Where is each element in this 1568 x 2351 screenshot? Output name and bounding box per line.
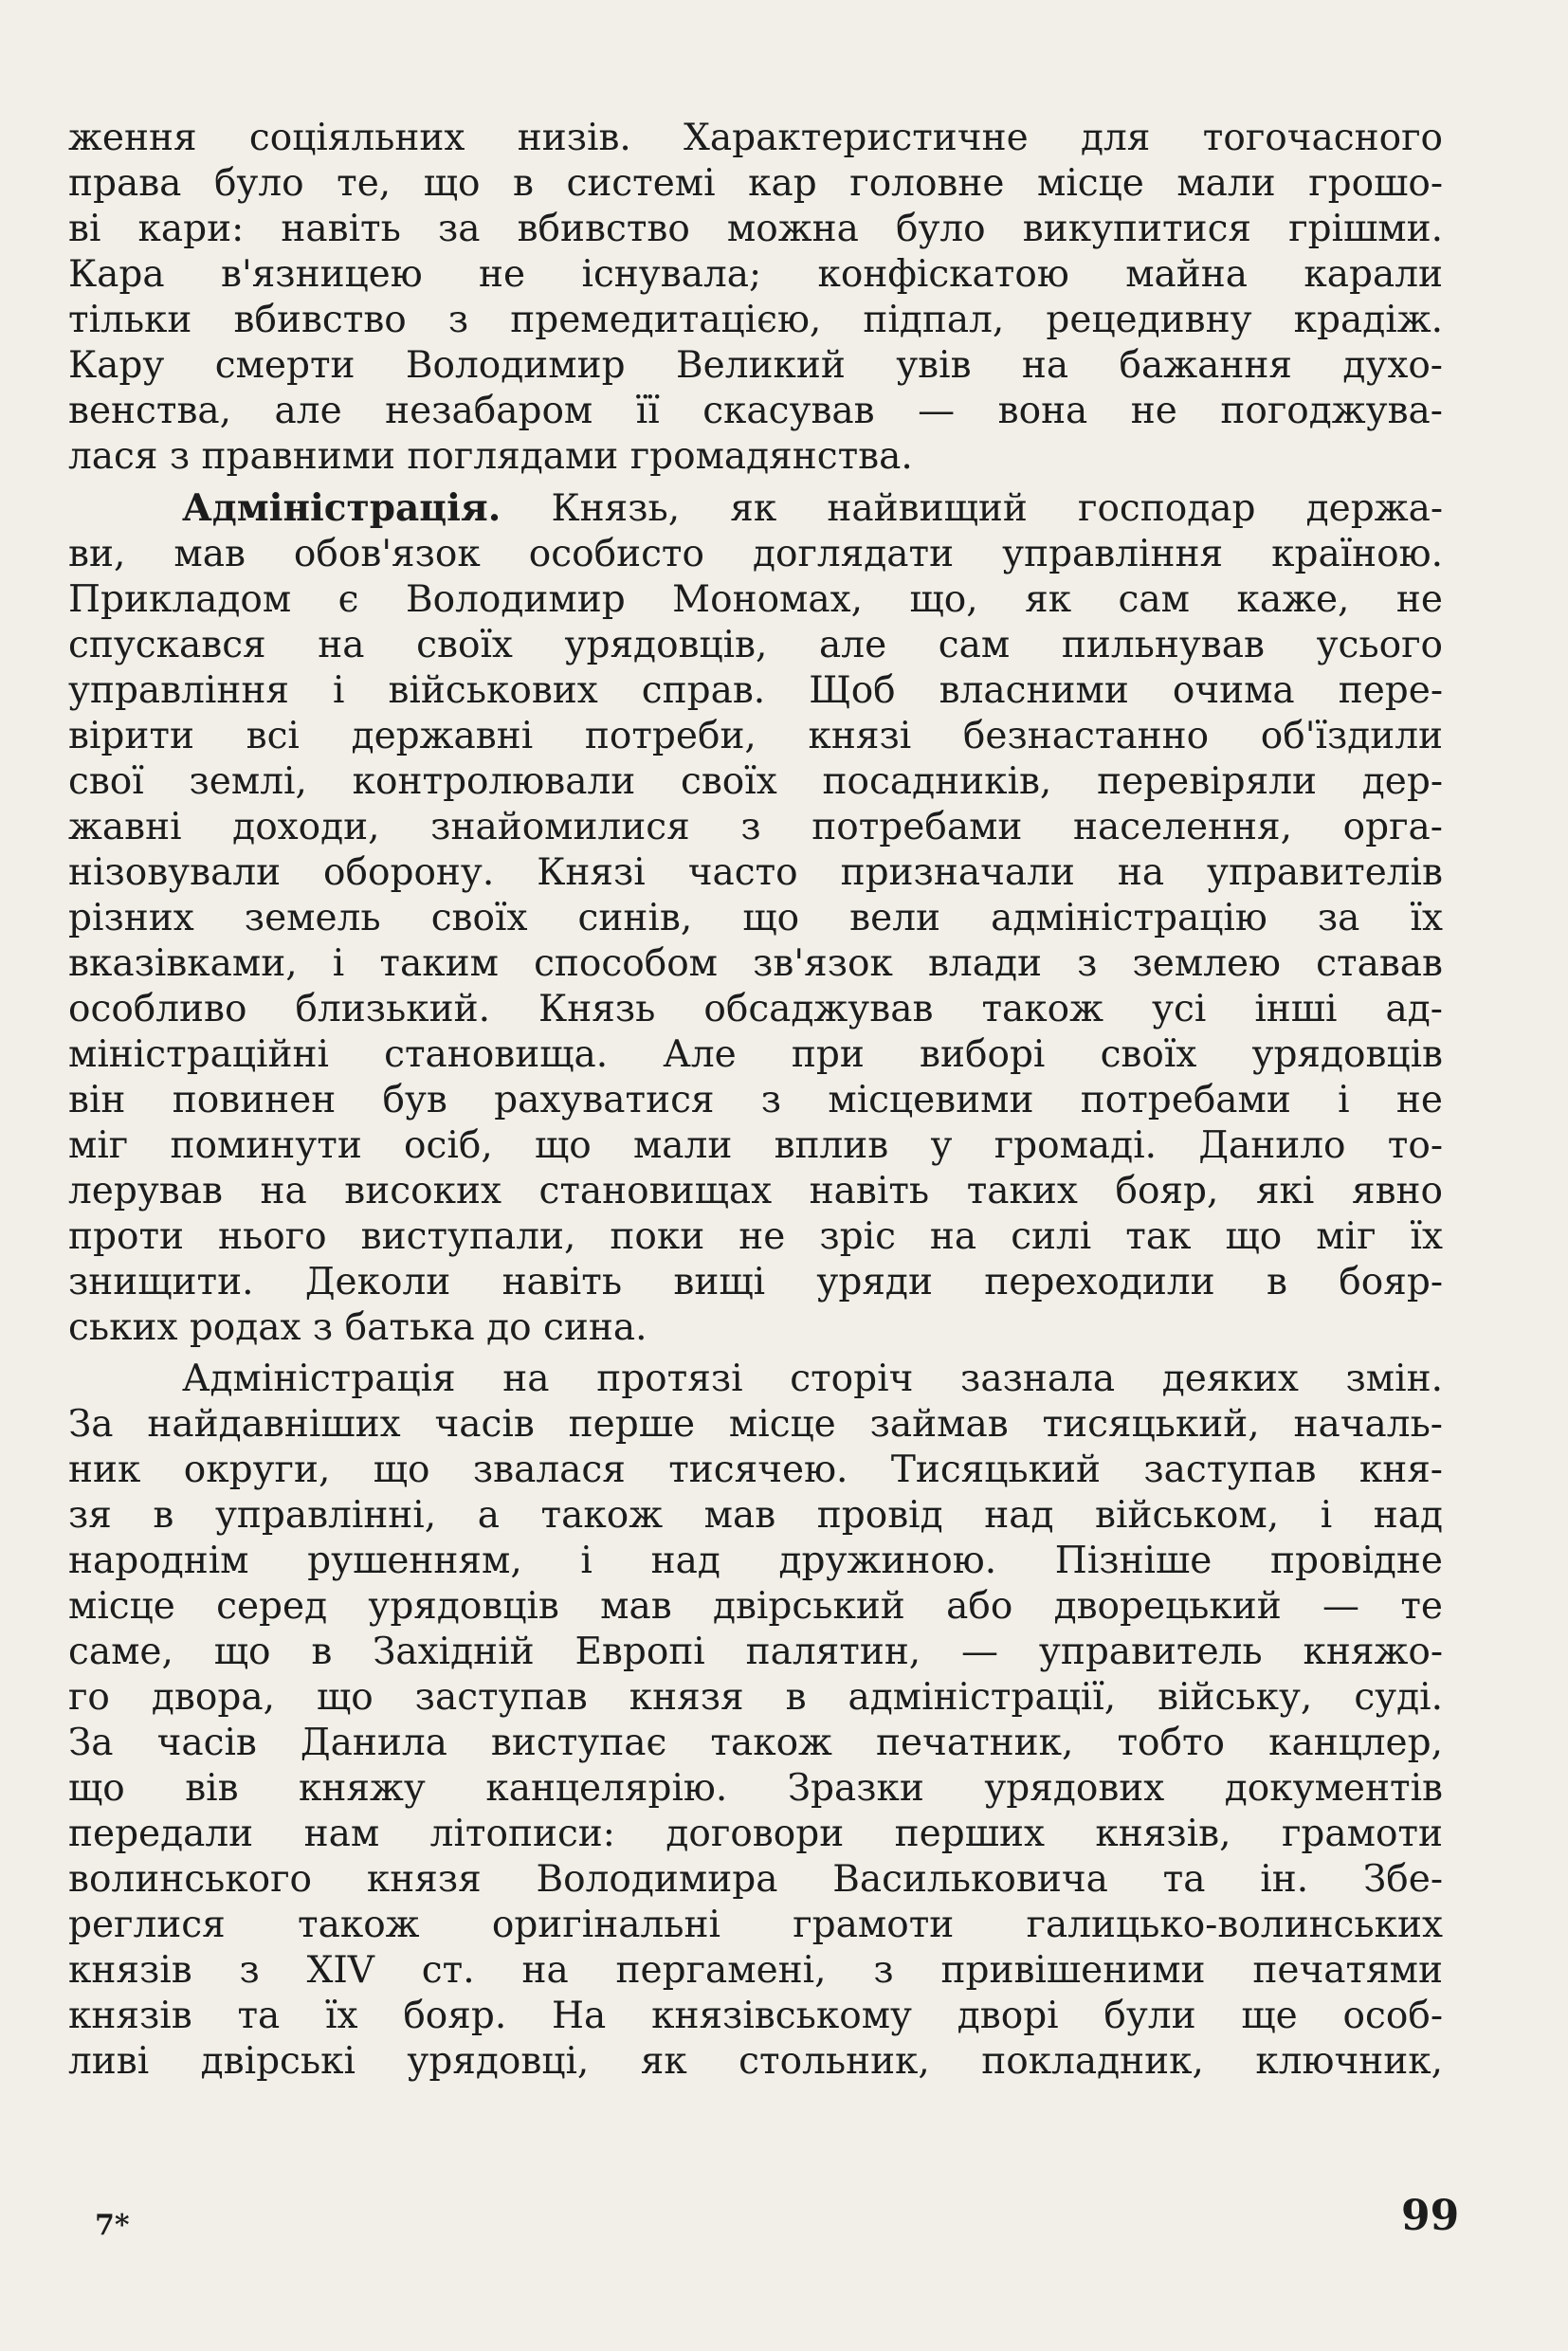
text-line: особливо близький. Князь обсаджував також усі інші ад-	[68, 988, 1443, 1030]
printer-signature-mark: 7*	[95, 2209, 130, 2242]
text-line: реглися також оригінальні грамоти галицько-волинських	[68, 1904, 1443, 1946]
text-line: ви, мав обов'язок особисто доглядати управління країною.	[68, 533, 1443, 575]
text-line: управління і військових справ. Щоб власними очима пере-	[68, 669, 1443, 712]
text-line: князів з XIV ст. на пергамені, з привішеними печатями	[68, 1949, 1443, 1992]
paragraph-3	[68, 1357, 1443, 2085]
text-line: ських родах з батька до сина.	[68, 1306, 647, 1349]
text-line: вірити всі державні потреби, князі безнастанно об'їздили	[68, 715, 1443, 757]
text-line: жавні доходи, знайомилися з потребами населення, орга-	[68, 806, 1443, 848]
text-line: свої землі, контролювали своїх посадників, перевіряли дер-	[68, 760, 1443, 803]
section-heading: Адміністрація.	[182, 486, 501, 530]
text-line: венства, але незабаром її скасував — вона не погоджува-	[68, 390, 1443, 432]
text-line: саме, що в Західній Европі палятин, — управитель княжо-	[68, 1631, 1443, 1673]
text-line-rest: Князь, як найвищий господар держа-	[501, 487, 1443, 530]
text-line: ник округи, що звалася тисячею. Тисяцький заступав кня-	[68, 1449, 1443, 1491]
text-line: Кара в'язницею не існувала; конфіскатою майна карали	[68, 253, 1443, 296]
text-line: лася з правними поглядами громадянства.	[68, 435, 913, 478]
text-line	[68, 485, 1443, 532]
text-line: передали нам літописи: договори перших князів, грамоти	[68, 1813, 1443, 1855]
text-line: різних земель своїх синів, що вели адміністрацію за їх	[68, 897, 1443, 939]
text-line: міністраційні становища. Але при виборі своїх урядовців	[68, 1033, 1443, 1076]
text-line: нізовували оборону. Князі часто призначали на управителів	[68, 851, 1443, 894]
page-number: 99	[1401, 2192, 1460, 2240]
text-line: він повинен був рахуватися з місцевими потребами і не	[68, 1079, 1443, 1121]
text-line: Кару смерти Володимир Великий увів на бажання духо-	[68, 344, 1443, 387]
text-line: спускався на своїх урядовців, але сам пильнував усього	[68, 624, 1443, 666]
paragraph-2	[68, 485, 1443, 1351]
text-line: князів та їх бояр. На князівському дворі були ще особ-	[68, 1995, 1443, 2037]
text-line: міг поминути осіб, що мали вплив у громаді. Данило то-	[68, 1124, 1443, 1167]
text-line: За найдавніших часів перше місце займав тисяцький, началь-	[68, 1403, 1443, 1446]
text-line: ві кари: навіть за вбивство можна було викупитися грішми.	[68, 208, 1443, 250]
text-line: народнім рушенням, і над дружиною. Пізніше провідне	[68, 1540, 1443, 1582]
text-line: ження соціяльних низів. Характеристичне для тогочасного	[68, 117, 1443, 159]
text-line: проти нього виступали, поки не зріс на силі так що міг їх	[68, 1215, 1443, 1258]
text-line: Прикладом є Володимир Мономах, що, як сам каже, не	[68, 578, 1443, 621]
text-line: зя в управлінні, а також мав провід над військом, і над	[68, 1494, 1443, 1537]
text-line: ливі двірські урядовці, як стольник, покладник, ключник,	[68, 2040, 1443, 2083]
text-line: місце серед урядовців мав двірський або дворецький — те	[68, 1585, 1443, 1628]
text-line: лерував на високих становищах навіть таких бояр, які явно	[68, 1170, 1443, 1212]
text-line: що вів княжу канцелярію. Зразки урядових документів	[68, 1767, 1443, 1810]
text-line: тільки вбивство з премедитацією, підпал, рецедивну крадіж.	[68, 299, 1443, 341]
paragraph-1	[68, 116, 1443, 480]
text-line: За часів Данила виступає також печатник, тобто канцлер,	[68, 1722, 1443, 1764]
text-line: вказівками, і таким способом зв'язок влади з землею ставав	[68, 942, 1443, 985]
body-text	[68, 116, 1443, 2085]
text-line: права було те, що в системі кар головне місце мали грошо-	[68, 162, 1443, 205]
text-line: Адміністрація на протязі сторіч зазнала деяких змін.	[182, 1358, 1443, 1400]
text-line: го двора, що заступав князя в адміністрації, війську, суді.	[68, 1676, 1443, 1719]
text-line: знищити. Деколи навіть вищі уряди переходили в бояр-	[68, 1261, 1443, 1303]
text-line: волинського князя Володимира Васильковича та ін. Збе-	[68, 1858, 1443, 1901]
